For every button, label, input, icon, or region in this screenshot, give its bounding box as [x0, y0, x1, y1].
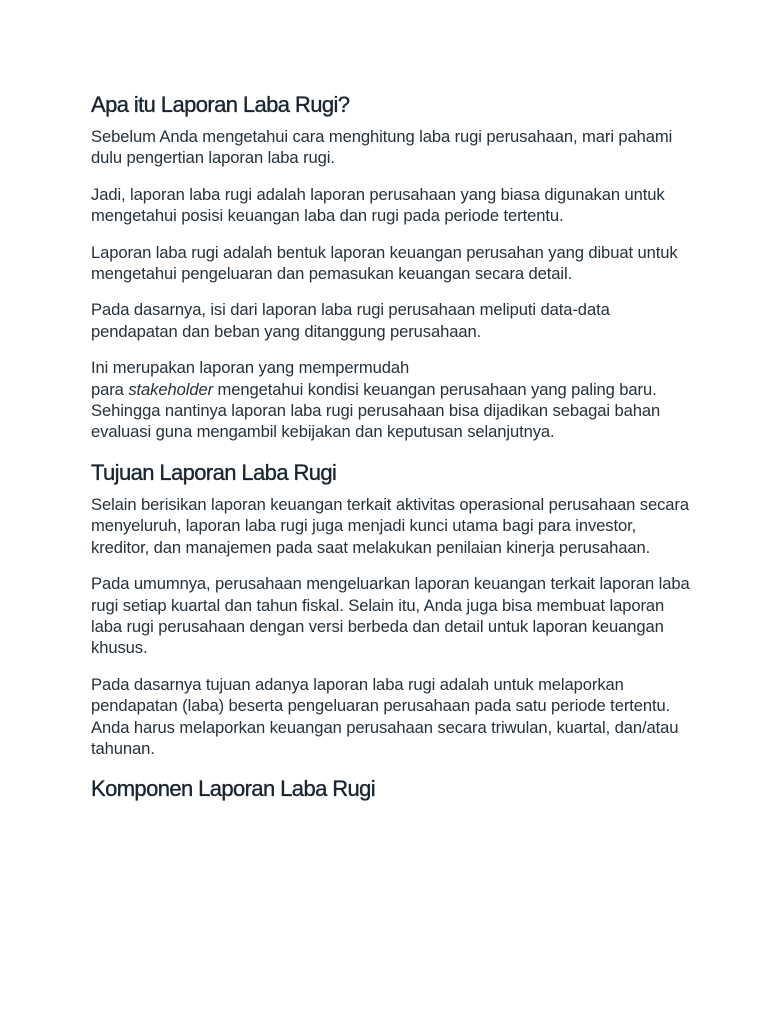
paragraph-1: Sebelum Anda mengetahui cara menghitung laba rugi perusahaan, mari pahami dulu pengertian laporan laba rugi. — [91, 127, 673, 168]
section-komponen — [91, 774, 691, 804]
paragraph-5-line1: Ini merupakan laporan yang mempermudah — [91, 358, 410, 378]
heading-komponen-laporan-laba-rugi: Komponen Laporan Laba Rugi — [91, 776, 376, 802]
paragraph-5 — [91, 357, 691, 443]
paragraph-5-para: para — [91, 379, 129, 399]
stakeholder-term: stakeholder — [128, 379, 214, 399]
paragraph-8: Pada dasarnya tujuan adanya laporan laba rugi adalah untuk melaporkan pendapatan (laba) beserta pengeluaran perusahaan pada satu periode tertentu. Anda harus melaporkan keuangan perusahaan secara triwulan, kuartal, dan/atau tahunan. — [91, 674, 679, 758]
heading-tujuan-laporan-laba-rugi: Tujuan Laporan Laba Rugi — [91, 459, 337, 485]
section-apa-itu — [91, 90, 691, 443]
paragraph-4: Pada dasarnya, isi dari laporan laba rugi perusahaan meliputi data-data pendapatan dan beban yang ditanggung perusahaan. — [91, 300, 610, 341]
paragraph-5-rest: mengetahui kondisi keuangan perusahaan yang paling baru. Sehingga nantinya laporan laba rugi perusahaan bisa dijadikan sebagai bahan evaluasi guna mengambil kebijakan dan keputusan selanjutnya. — [91, 379, 661, 442]
article-content — [91, 90, 691, 810]
paragraph-7: Pada umumnya, perusahaan mengeluarkan laporan keuangan terkait laporan laba rugi setiap kuartal dan tahun fiskal. Selain itu, Anda juga bisa membuat laporan laba rugi perusahaan dengan versi berbeda dan detail untuk laporan keuangan khusus. — [91, 574, 690, 658]
paragraph-3: Laporan laba rugi adalah bentuk laporan keuangan perusahan yang dibuat untuk mengetahui pengeluaran dan pemasukan keuangan secara detail. — [91, 242, 678, 284]
section-tujuan — [91, 458, 691, 759]
heading-apa-itu-laporan-laba-rugi: Apa itu Laporan Laba Rugi? — [91, 92, 350, 117]
paragraph-6: Selain berisikan laporan keuangan terkait aktivitas operasional perusahaan secara menyeluruh, laporan laba rugi juga menjadi kunci utama bagi para investor, kreditor, dan manajemen pada saat melakukan penilaian kinerja perusahaan. — [91, 494, 689, 557]
paragraph-2: Jadi, laporan laba rugi adalah laporan perusahaan yang biasa digunakan untuk mengetahui posisi keuangan laba dan rugi pada periode tertentu. — [91, 184, 665, 226]
